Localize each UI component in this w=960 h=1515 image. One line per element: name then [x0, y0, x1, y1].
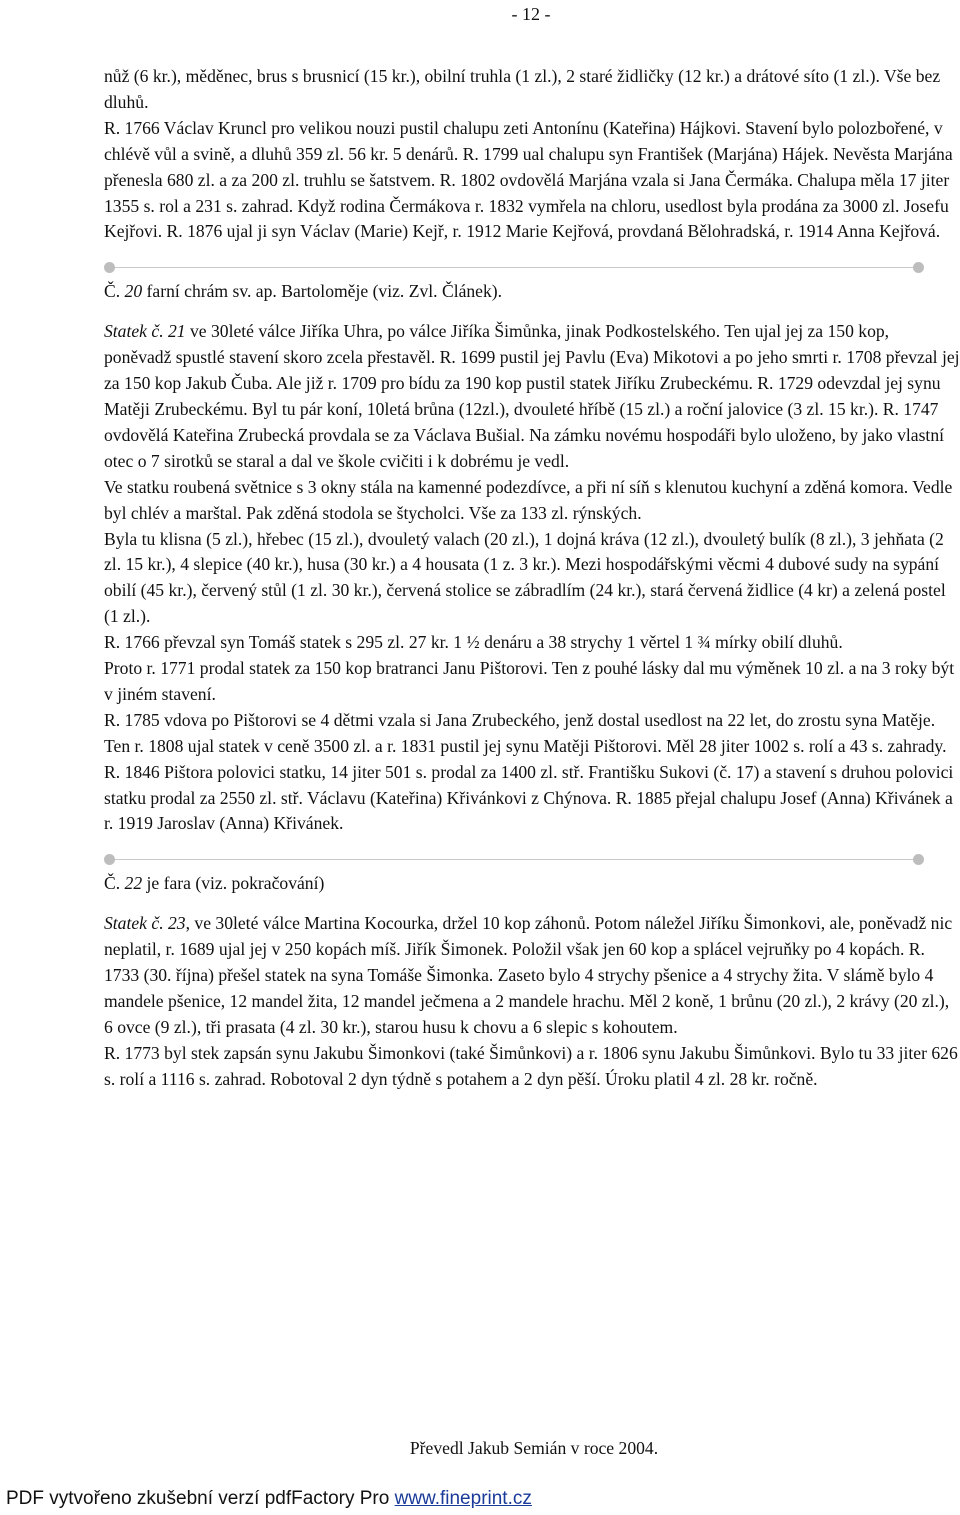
entry-number: 21	[168, 321, 186, 342]
paragraph-building: Ve statku roubená světnice s 3 okny stála na kamenné podezdívce, a při ní síň s klenutou kuchyní a zděná komora. Vedle byl chlév a marštal. Pak zděná stodola se štycholci. Vše za 133 zl. rýnských.	[104, 476, 953, 523]
entry-number: 20	[124, 281, 143, 302]
section-divider	[104, 257, 924, 279]
paragraph-inventory: nůž (6 kr.), měděnec, brus s brusnicí (15 kr.), obilní truhla (1 zl.), 2 staré židličky (12 kr.) a drátové síto (1 zl.). Vše bez dluhů.	[104, 66, 941, 112]
entry-label: Č.	[104, 281, 121, 302]
entry-text: ve 30leté válce Jiříka Uhra, po válce Jiříka Šimůnka, jinak Podkostelského. Ten ujal jej za 150 kop, poněvadž spustlé stavení skoro zcela přestavěl. R. 1699 pustil jej Pavlu (Eva) Mikotovi a po jeho smrti r. 1708 převzal jej za 150 kop Jakub Čuba. Ale již r. 1709 pro bídu za 190 kop pustil statek Jiříku Zrubeckému. R. 1729 odevzdal jej synu Matěji Zrubeckému. Byl tu pár koní, 10letá brůna (12zl.), dvouleté hříbě (15 zl.) a roční jalovice (3 zl. 15 kr.). R. 1747 ovdovělá Kateřina Zrubecká provdala se za Václava Bušial. Na zámku novému hospodáři bylo uloženo, by jako vlastní otec o 7 sirotků se staral a dal ve škole cvičiti i k dobrému je vedl.	[104, 321, 960, 471]
pdf-footer	[6, 1488, 532, 1510]
entry-statek-23	[104, 911, 960, 1041]
entry-label: Č.	[104, 873, 121, 894]
document-body	[104, 64, 960, 1093]
entry-c22	[104, 871, 960, 897]
entry-label: Statek č.	[104, 321, 164, 342]
entry-number: 23	[168, 913, 186, 934]
footer-link[interactable]: www.fineprint.cz	[394, 1488, 532, 1509]
entry-label: Statek č.	[104, 913, 164, 934]
paragraph-jakub: R. 1773 byl stek zapsán synu Jakubu Šimonkovi (také Šimůnkovi) a r. 1806 synu Jakubu Šimůnkovi. Bylo tu 33 jiter 626 s. rolí a 1116 s. zahrad. Robotoval 2 dyn týdně s potahem a 2 dyn pěší. Úroku platil 4 zl. 28 kr. ročně.	[104, 1042, 958, 1089]
entry-text: , ve 30leté válce Martina Kocourka, držel 10 kop záhonů. Potom náležel Jiříku Šimonkovi, ale, poněvadž nic neplatil, r. 1689 ujal jej v 250 kopách míš. Jiřík Šimonek. Položil však jen 60 kop a splácel vejruňky po 4 kopách. R. 1733 (30. října) přešel statek na syna Tomáše Šimonka. Zaseto bylo 4 strychy pšenice a 4 strychy žita. V slámě bylo 4 mandele pšenice, 12 mandel žita, 12 mandel ječmena a 2 mandele hrachu. Měl 2 koně, 1 brůnu (20 zl.), 2 krávy (20 zl.), 6 ovce (9 zl.), tři prasata (4 zl. 30 kr.), starou husu k chovu a 6 slepic s kohoutem.	[104, 913, 953, 1037]
paragraph-sale-pistor: Proto r. 1771 prodal statek za 150 kop bratranci Janu Pištorovi. Ten z pouhé lásky dal mu výměnek 10 zl. a na 3 roky být v jiném stavení.	[104, 658, 955, 704]
section-divider	[104, 849, 924, 871]
entry-statek-21	[104, 319, 960, 474]
entry-text: je fara (viz. pokračování)	[146, 873, 325, 894]
footer-text: PDF vytvořeno zkušební verzí pdfFactory Pro	[6, 1488, 390, 1509]
paragraph-livestock: Byla tu klisna (5 zl.), hřebec (15 zl.), dvouletý valach (20 zl.), 1 dojná kráva (12 zl.), dvouletý bulík (8 zl.), 3 jehňata (2 zl. 15 kr.), 4 slepice (40 kr.), husa (30 kr.) a 4 housata (1 z. 3 kr.). Mezi hospodářskými věcmi 4 dubové sudy na sypání obilí (45 kr.), červený stůl (1 zl. 30 kr.), červená stolice se zábradlím (24 kr.), stará červená židlice (4 kr) a zelená postel (1 zl.).	[104, 528, 946, 627]
entry-c20	[104, 279, 960, 305]
entry-text: farní chrám sv. ap. Bartoloměje (viz. Zvl. Článek).	[146, 281, 503, 302]
entry-number: 22	[124, 873, 143, 894]
paragraph-history-kruncl: R. 1766 Václav Kruncl pro velikou nouzi pustil chalupu zeti Antonínu (Kateřina) Hájkovi. Stavení bylo polozbořené, v chlévě vůl a svině, a dluhů 359 zl. 56 kr. 5 denárů. R. 1799 ual chalupu syn František (Marjána) Hájek. Nevěsta Marjána přenesla 680 zl. a za 200 zl. truhlu se šatstvem. R. 1802 ovdovělá Marjána vzala si Jana Čermáka. Chalupa měla 17 jiter 1355 s. rol a 231 s. zahrad. Když rodina Čermákova r. 1832 vymřela na chloru, usedlost byla prodána za 3000 zl. Josefu Kejřovi. R. 1876 ujal ji syn Václav (Marie) Kejř, r. 1912 Marie Kejřová, provdaná Bělohradská, r. 1914 Anna Kejřová.	[104, 117, 953, 242]
transcription-credit: Převedl Jakub Semián v roce 2004.	[409, 1438, 659, 1458]
page-number: - 12 -	[511, 4, 551, 24]
paragraph-tomas: R. 1766 převzal syn Tomáš statek s 295 zl. 27 kr. 1 ½ denáru a 38 strychy 1 věrtel 1 ¾ mírky obilí dluhů.	[104, 632, 843, 653]
paragraph-zrubecky: R. 1785 vdova po Pištorovi se 4 dětmi vzala si Jana Zrubeckého, jenž dostal usedlost na 22 let, do zrostu syna Matěje. Ten r. 1808 ujal statek v ceně 3500 zl. a r. 1831 pustil jej synu Matěji Pištorovi. Měl 28 jiter 1002 s. rolí a 43 s. zahrady. R. 1846 Pištora polovici statku, 14 jiter 501 s. prodal za 1400 zl. stř. Františku Sukovi (č. 17) a stavení s druhou polovici statku prodal za 2550 zl. stř. Václavu (Kateřina) Křivánkovi z Chýnova. R. 1885 přejal chalupu Josef (Anna) Křivánek a r. 1919 Jaroslav (Anna) Křivánek.	[104, 709, 954, 834]
